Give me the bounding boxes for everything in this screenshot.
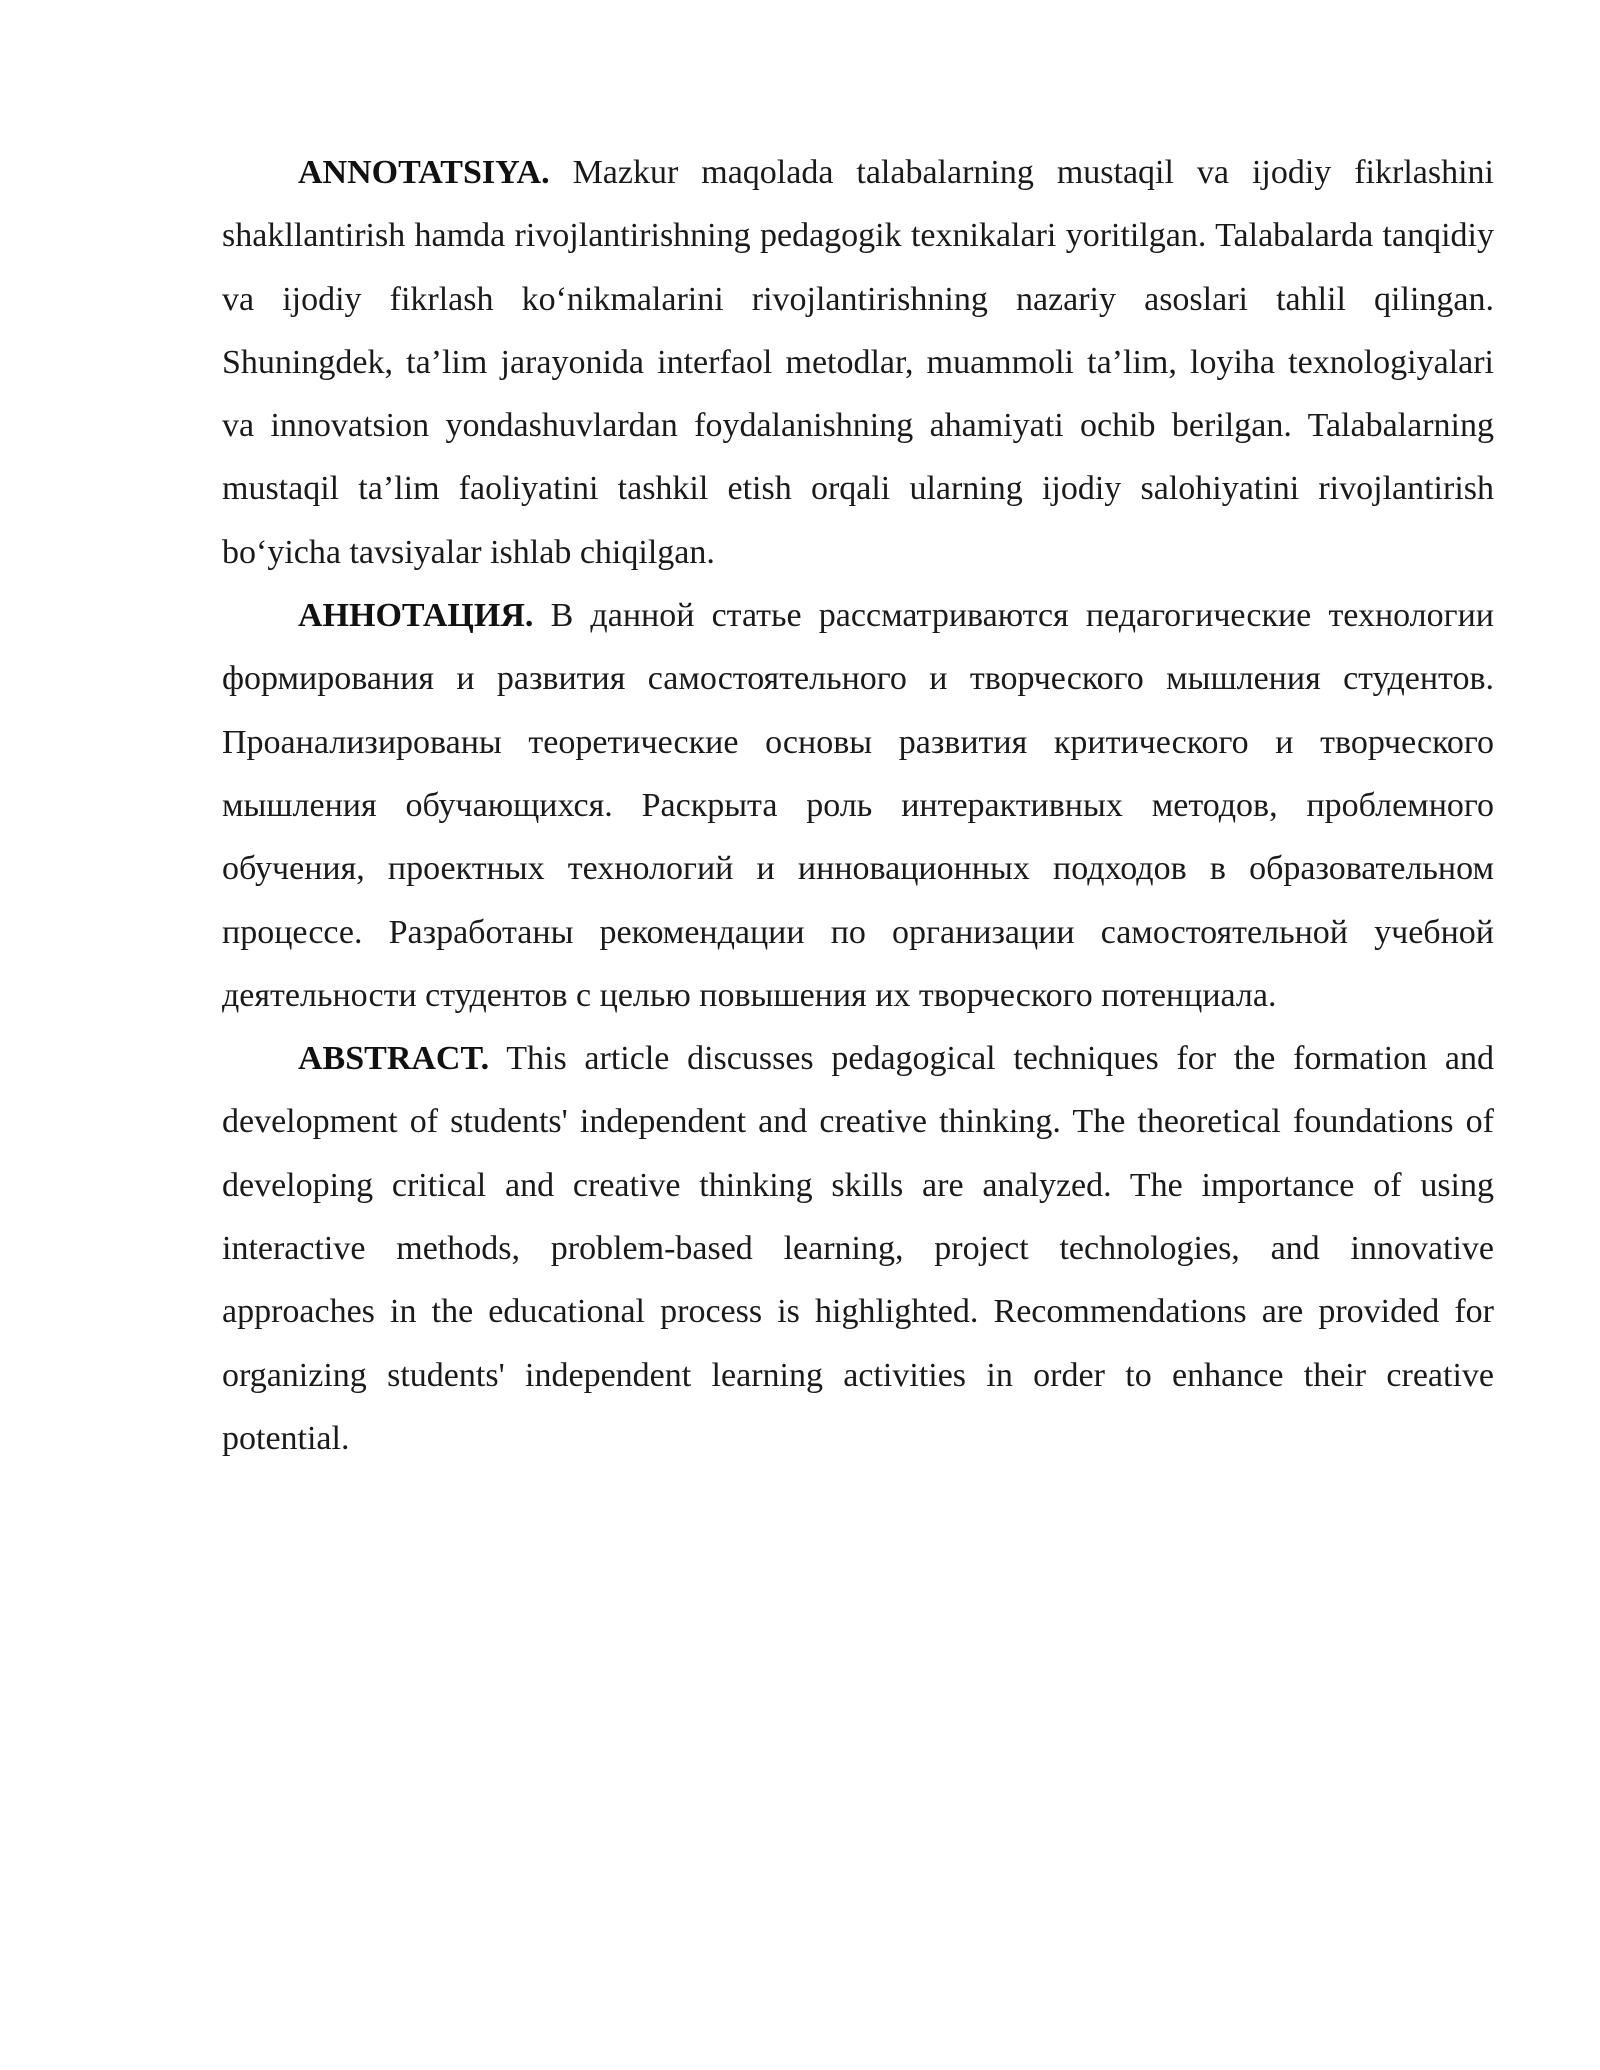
abstract-english-text: This article discusses pedagogical techniques for the formation and development of students' independent and creative thinking. The theoretical foundations of developing critical and creative thinking skills are analyzed. The importance of using interactive methods, problem-based learning, project technologies, and innovative approaches in the educational process is highlighted. Recommendations are provided for organizing students' independent learning activities in order to enhance their creative potential. [222, 1040, 1494, 1457]
annotation-russian-heading: АННОТАЦИЯ. [298, 597, 534, 635]
abstract-english-paragraph [222, 1027, 1494, 1470]
annotation-uzbek-paragraph [222, 141, 1494, 584]
annotation-uzbek-heading: ANNOTATSIYA. [298, 154, 550, 191]
annotation-russian-paragraph [222, 584, 1494, 1027]
annotation-uzbek-text: Mazkur maqolada talabalarning mustaqil va ijodiy fikrlashini shakllantirish hamda rivojlantirishning pedagogik texnikalari yoritilgan. Talabalarda tanqidiy va ijodiy fikrlash ko‘nikmalarini rivojlantirishning nazariy asoslari tahlil qilingan. Shuningdek, ta’lim jarayonida interfaol metodlar, muammoli ta’lim, loyiha texnologiyalari va innovatsion yondashuvlardan foydalanishning ahamiyati ochib berilgan. Talabalarning mustaqil ta’lim faoliyatini tashkil etish orqali ularning ijodiy salohiyatini rivojlantirish bo‘yicha tavsiyalar ishlab chiqilgan. [222, 154, 1494, 571]
abstract-english-heading: ABSTRACT. [298, 1040, 490, 1078]
abstract-section [222, 141, 1494, 1470]
annotation-russian-text: В данной статье рассматриваются педагогические технологии формирования и развития самостоятельного и творческого мышления студентов. Проанализированы теоретические основы развития критического и творческого мышления обучающихся. Раскрыта роль интерактивных методов, проблемного обучения, проектных технологий и инновационных подходов в образовательном процессе. Разработаны рекомендации по организации самостоятельной учебной деятельности студентов с целью повышения их творческого потенциала. [222, 597, 1494, 1014]
